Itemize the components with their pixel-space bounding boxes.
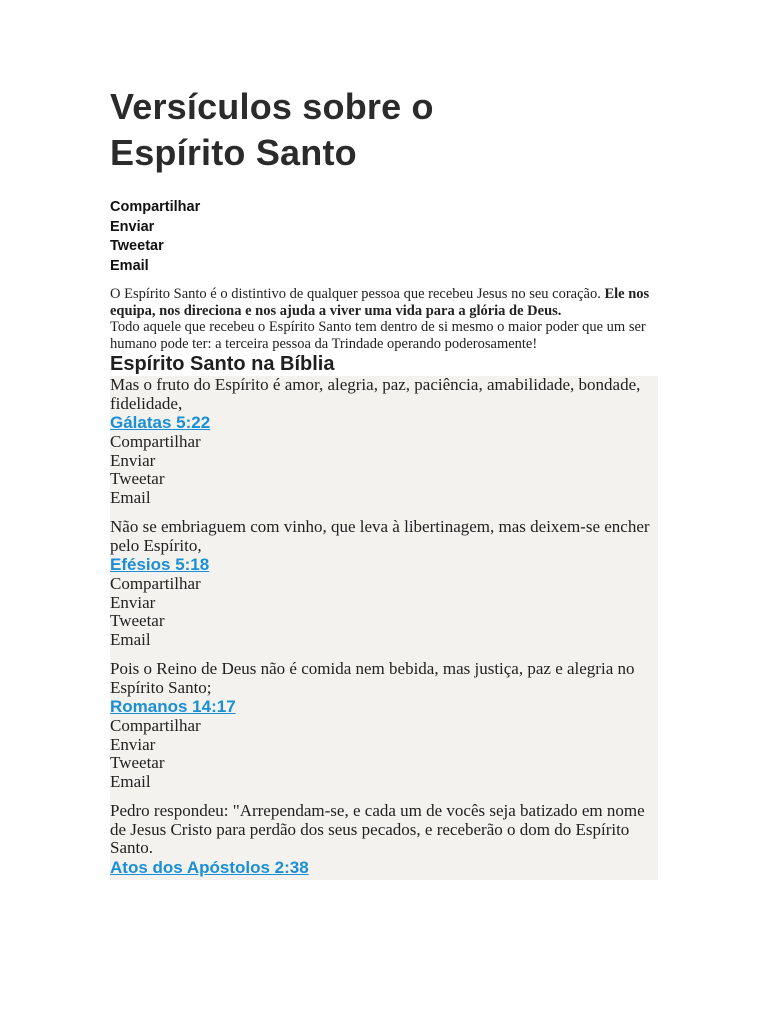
verse-reference-link[interactable]: Efésios 5:18 bbox=[110, 555, 210, 574]
verse-share-menu bbox=[110, 717, 658, 791]
section-heading: Espírito Santo na Bíblia bbox=[110, 353, 335, 375]
email-button[interactable]: Email bbox=[110, 487, 151, 507]
verse-text: Pedro respondeu: "Arrependam-se, e cada um de vocês seja batizado em nome de Jesus Cristo para perdão dos seus pecados, e receberão o dom do Espírito Santo. bbox=[110, 801, 645, 857]
verse-text: Mas o fruto do Espírito é amor, alegria, paz, paciência, amabilidade, bondade, fidelidade, bbox=[110, 375, 641, 413]
share-button[interactable]: Compartilhar bbox=[110, 432, 201, 451]
verse-text: Não se embriaguem com vinho, que leva à libertinagem, mas deixem-se encher pelo Espírito, bbox=[110, 517, 650, 555]
verse-share-menu bbox=[110, 575, 658, 649]
email-button[interactable]: Email bbox=[110, 629, 151, 649]
verse-item bbox=[110, 518, 658, 649]
send-button[interactable]: Enviar bbox=[110, 218, 155, 235]
verse-reference-link[interactable]: Atos dos Apóstolos 2:38 bbox=[110, 857, 309, 877]
send-button[interactable]: Enviar bbox=[110, 734, 156, 754]
verse-reference-link[interactable]: Romanos 14:17 bbox=[110, 697, 236, 716]
share-button[interactable]: Compartilhar bbox=[110, 716, 201, 735]
tweet-button[interactable]: Tweetar bbox=[110, 238, 164, 254]
send-button[interactable]: Enviar bbox=[110, 592, 156, 612]
verse-item bbox=[110, 802, 658, 878]
tweet-button[interactable]: Tweetar bbox=[110, 753, 165, 772]
share-menu-top bbox=[110, 198, 658, 276]
email-button[interactable]: Email bbox=[110, 257, 149, 274]
verse-list bbox=[110, 376, 658, 880]
page-title-line-1: Versículos sobre o bbox=[110, 86, 434, 127]
verse-item bbox=[110, 376, 658, 507]
share-button[interactable]: Compartilhar bbox=[110, 199, 201, 215]
article bbox=[110, 84, 658, 880]
email-button[interactable]: Email bbox=[110, 771, 151, 791]
verse-item bbox=[110, 660, 658, 791]
tweet-button[interactable]: Tweetar bbox=[110, 469, 165, 488]
intro-sentence-1: O Espírito Santo é o distintivo de qualquer pessoa que recebeu Jesus no seu coração. bbox=[110, 286, 605, 302]
intro-text bbox=[110, 286, 658, 352]
send-button[interactable]: Enviar bbox=[110, 450, 156, 470]
verse-share-menu bbox=[110, 433, 658, 507]
share-button[interactable]: Compartilhar bbox=[110, 574, 201, 593]
verse-reference-link[interactable]: Gálatas 5:22 bbox=[110, 413, 211, 432]
page-title bbox=[110, 84, 658, 176]
tweet-button[interactable]: Tweetar bbox=[110, 611, 165, 630]
intro-bold-sentence: Ele nos equipa, nos direciona e nos ajuda a viver uma vida para a glória de Deus. bbox=[110, 286, 650, 319]
intro-paragraph-2: Todo aquele que recebeu o Espírito Santo tem dentro de si mesmo o maior poder que um ser humano pode ter: a terceira pessoa da Trindade operando poderosamente! bbox=[110, 319, 646, 352]
page-title-line-2: Espírito Santo bbox=[110, 132, 357, 173]
verse-text: Pois o Reino de Deus não é comida nem bebida, mas justiça, paz e alegria no Espírito Santo; bbox=[110, 659, 635, 697]
